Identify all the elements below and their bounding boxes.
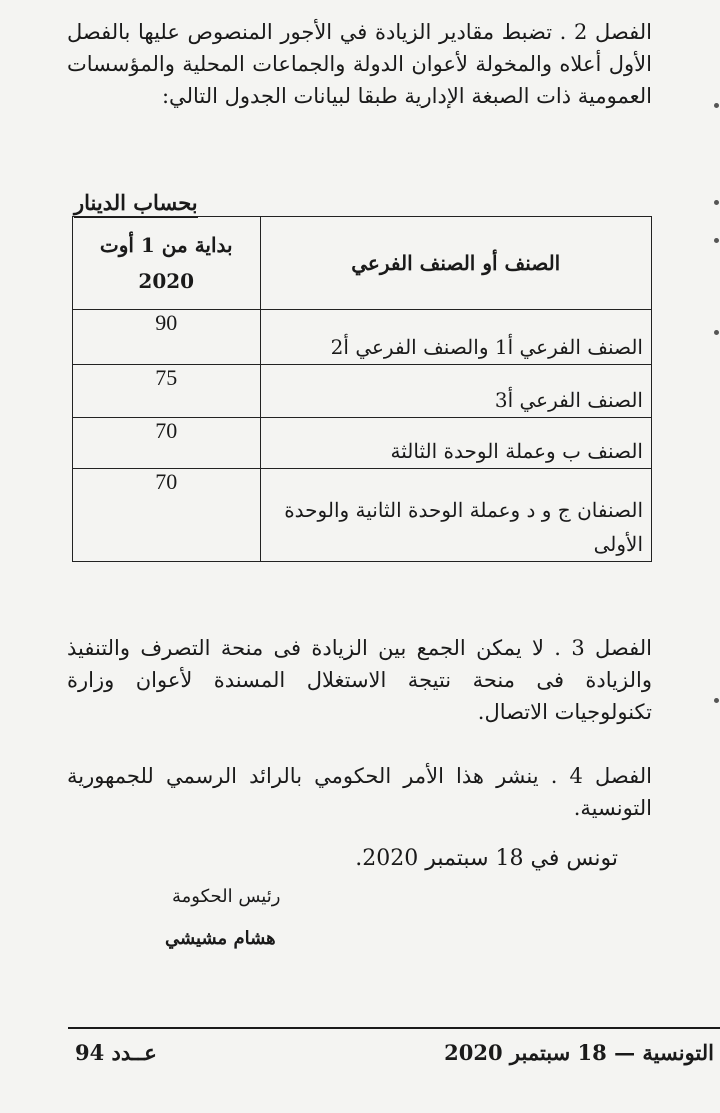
date-line: تونس في 18 سبتمبر 2020.: [355, 846, 618, 871]
table-header-row: [73, 217, 652, 310]
table-row: [73, 310, 652, 365]
article-3-paragraph: الفصل 3 . لا يمكن الجمع بين الزيادة فى منحة التصرف والتنفيذ والزيادة فى منحة نتيجة الاستغلال المسندة لأعوان وزارة تكنولوجيات الاتصال.: [67, 636, 652, 724]
margin-mark: [714, 330, 719, 335]
article-4-paragraph: الفصل 4 . ينشر هذا الأمر الحكومي بالرائد الرسمي للجمهورية التونسية.: [67, 764, 652, 820]
salary-increase-table: [72, 216, 652, 562]
row-value: 70: [73, 418, 261, 469]
issue-number: عــدد 94: [75, 1040, 157, 1065]
header-category: الصنف أو الصنف الفرعي: [260, 217, 651, 310]
table-unit-label: بحساب الدينار: [74, 190, 198, 218]
header-value: بداية من 1 أوت 2020: [73, 217, 261, 310]
margin-mark: [714, 698, 719, 703]
table-row: [73, 469, 652, 562]
row-category: الصنف ب وعملة الوحدة الثالثة: [260, 418, 651, 469]
publication-date: التونسية — 18 سبتمبر 2020: [444, 1040, 714, 1065]
article-2-paragraph: الفصل 2 . تضبط مقادير الزيادة في الأجور المنصوص عليها بالفصل الأول أعلاه والمخولة لأعوان الدولة والجماعات المحلية والمؤسسات العمومية ذات الصبغة الإدارية طبقا لبيانات الجدول التالي:: [67, 20, 652, 108]
row-category: الصنفان ج و د وعملة الوحدة الثانية والوحدة الأولى: [260, 469, 651, 562]
table-row: [73, 418, 652, 469]
row-value: 90: [73, 310, 261, 365]
row-value: 70: [73, 469, 261, 562]
row-value: 75: [73, 365, 261, 418]
row-category: الصنف الفرعي أ1 والصنف الفرعي أ2: [260, 310, 651, 365]
row-category: الصنف الفرعي أ3: [260, 365, 651, 418]
margin-mark: [714, 238, 719, 243]
signatory-name: هشام مشيشي: [165, 928, 276, 949]
footer-divider: [68, 1027, 720, 1029]
signatory-title: رئيس الحكومة: [172, 886, 281, 907]
margin-mark: [714, 103, 719, 108]
margin-mark: [714, 200, 719, 205]
table-row: [73, 365, 652, 418]
